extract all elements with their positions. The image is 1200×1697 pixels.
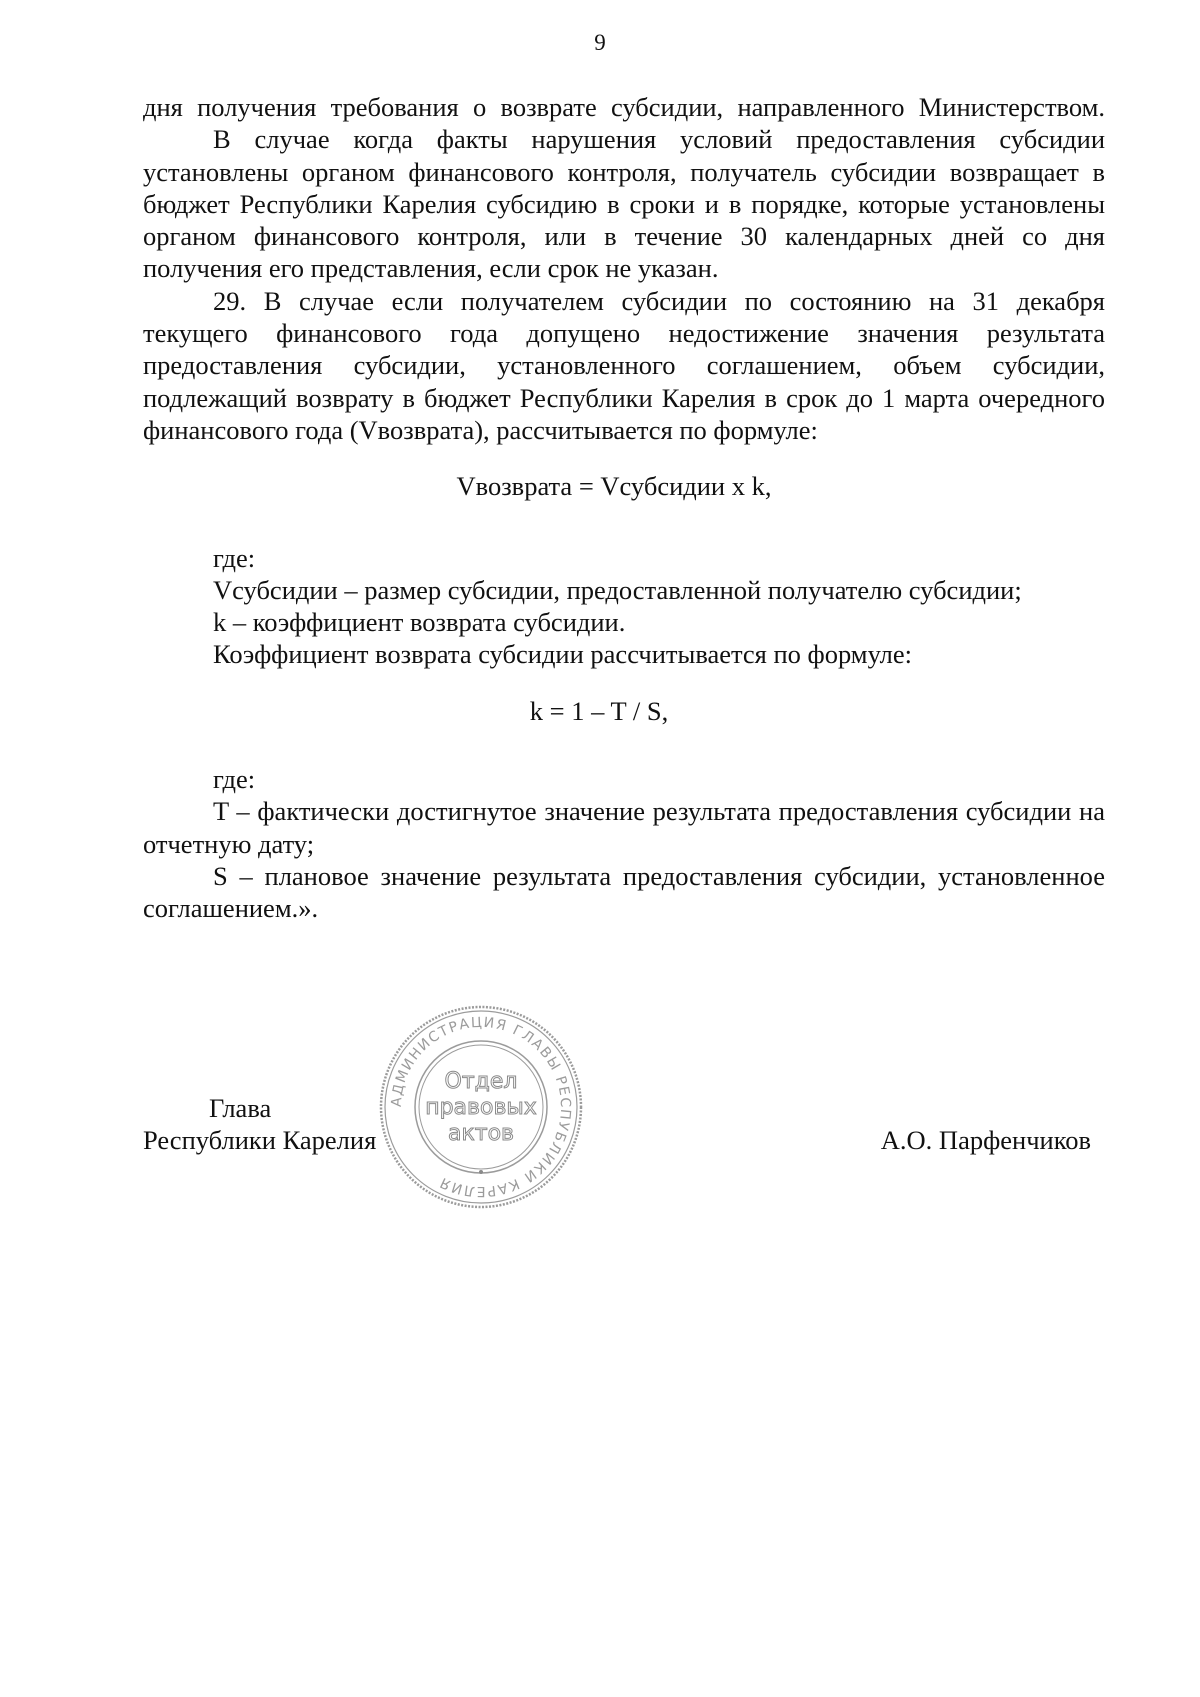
definition-k: k – коэффициент возврата субсидии.: [213, 607, 626, 638]
formula-return-volume: Vвозврата = Vсубсидии x k,: [456, 471, 772, 502]
paragraph-29: [143, 285, 1105, 446]
stamp-ring-text: АДМИНИСТРАЦИЯ ГЛАВЫ РЕСПУБЛИКИ КАРЕЛИЯ: [388, 1014, 574, 1200]
paragraph-text: дня получения требования о возврате субсидии, направленного Министерством.: [143, 92, 1105, 122]
paragraph-text: В случае когда факты нарушения условий предоставления субсидии установлены органом финансового контроля, получатель субсидии возвращает в бюджет Республики Карелия субсидию в сроки и в порядке, которые установлены органом финансового контроля, или в течение 30 календарных дней со дня получения его представления, если срок не указан.: [143, 124, 1105, 284]
signatory-title-line1: Глава: [209, 1093, 272, 1123]
formula-coefficient: k = 1 – T / S,: [529, 695, 669, 726]
paragraph-financial-control: [143, 123, 1105, 284]
official-stamp: [376, 1002, 586, 1212]
coefficient-intro: Коэффициент возврата субсидии рассчитывается по формуле:: [213, 639, 913, 670]
stamp-line-3: актов: [447, 1121, 515, 1146]
signatory-title-line2: Республики Карелия: [143, 1125, 377, 1155]
stamp-dot: [479, 1170, 483, 1174]
document-body: [143, 91, 1105, 925]
stamp-line-1: Отдел: [444, 1069, 518, 1094]
signature-block: [143, 1092, 1105, 1172]
definition-v-subsidy: Vсубсидии – размер субсидии, предоставленной получателю субсидии;: [213, 574, 1022, 605]
definition-s: S – плановое значение результата предоставления субсидии, установленное соглашением.».: [143, 860, 1105, 924]
where-label: где:: [213, 764, 256, 795]
where-label: где:: [213, 542, 256, 573]
paragraph-continuation: [143, 91, 1105, 123]
paragraph-text: 29. В случае если получателем субсидии по состоянию на 31 декабря текущего финансового года допущено недостижение значения результата предоставления субсидии, установленного соглашением, объем субсидии, подлежащий возврату в бюджет Республики Карелия в срок до 1 марта очередного финансового года (Vвозврата), рассчитывается по формуле:: [143, 285, 1105, 445]
stamp-line-2: правовых: [425, 1095, 537, 1120]
definition-t: T – фактически достигнутое значение результата предоставления субсидии на отчетную дату;: [143, 796, 1105, 859]
page-number: 9: [594, 30, 606, 55]
signatory-name: А.О. Парфенчиков: [880, 1125, 1091, 1155]
